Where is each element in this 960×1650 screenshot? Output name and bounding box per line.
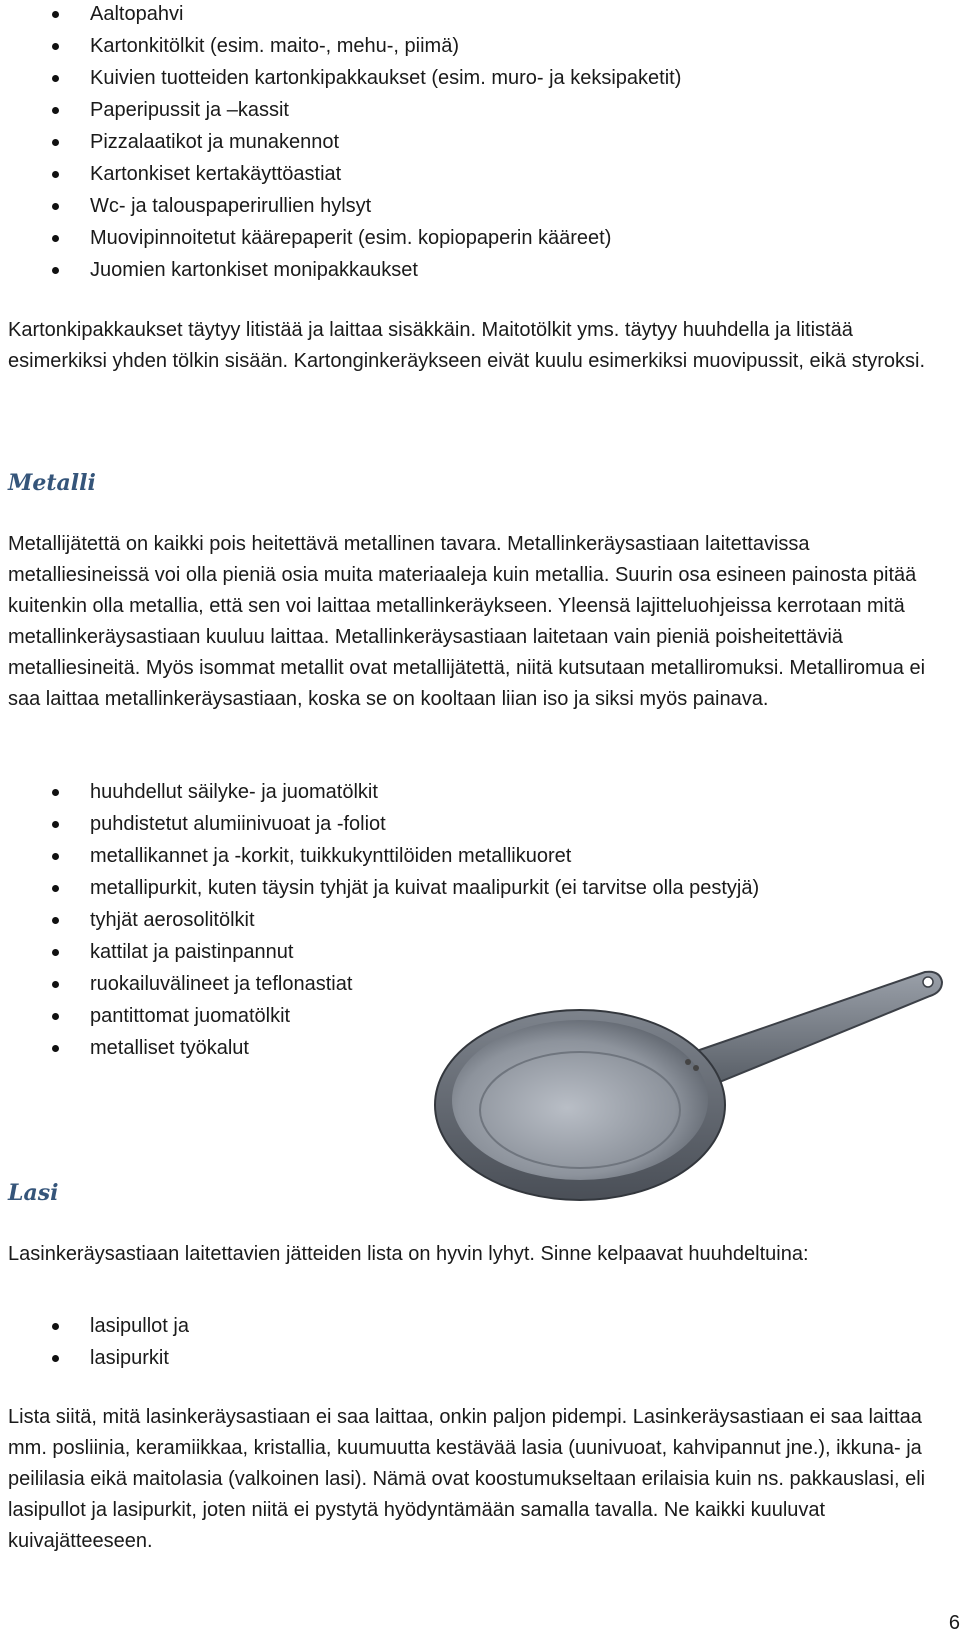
list-item: Aaltopahvi: [0, 0, 900, 30]
list-item: tyhjät aerosolitölkit: [0, 904, 900, 936]
list-item: Kartonkitölkit (esim. maito-, mehu-, piimä): [0, 30, 900, 62]
list-item: kattilat ja paistinpannut: [0, 936, 900, 968]
section-heading-lasi: Lasi: [8, 1180, 59, 1206]
list-item: metallipurkit, kuten täysin tyhjät ja kuivat maalipurkit (ei tarvitse olla pestyjä): [0, 872, 900, 904]
list-item: huuhdellut säilyke- ja juomatölkit: [0, 776, 900, 808]
list-item: Paperipussit ja –kassit: [0, 94, 900, 126]
list-item: lasipurkit: [0, 1342, 900, 1374]
frying-pan-icon: [430, 960, 950, 1210]
list-item: metallikannet ja -korkit, tuikkukynttilöiden metallikuoret: [0, 840, 900, 872]
lasi-intro: Lasinkeräysastiaan laitettavien jätteiden lista on hyvin lyhyt. Sinne kelpaavat huuhdeltuina:: [8, 1243, 809, 1265]
list-item: Pizzalaatikot ja munakennot: [0, 126, 900, 158]
lasi-paragraph: Lista siitä, mitä lasinkeräysastiaan ei saa laittaa, onkin paljon pidempi. Lasinkeräysastiaan ei saa laittaa mm. posliinia, keramiikkaa, kristallia, kuumuutta kestävää lasia (uunivuoat, kahvipannut jne.), ikkuna- ja peililasia eikä maitolasia (valkoinen lasi). Nämä ovat koostumukseltaan erilaisia kuin ns. pakkauslasi, eli lasipullot ja lasipurkit, joten niitä ei pystytä hyödyntämään samalla tavalla. Ne kaikki kuuluvat kuivajätteeseen.: [8, 1406, 926, 1552]
kartonki-list: [0, 0, 900, 286]
metalli-paragraph: Metallijätettä on kaikki pois heitettävä metallinen tavara. Metallinkeräysastiaan laitettavissa metalliesineissä voi olla pieniä osia muita materiaaleja kuin metallia. Suurin osa esineen painosta pitää kuitenkin olla metallia, että sen voi laittaa metallinkeräykseen. Yleensä lajitteluohjeissa kerrotaan mitä metallinkeräysastiaan kuuluu laittaa. Metallinkeräysastiaan laitetaan vain pieniä poisheitettäviä metalliesineitä. Myös isommat metallit ovat metallijätettä, niitä kutsutaan metalliromuksi. Metalliromua ei saa laittaa metallinkeräysastiaan, koska se on kooltaan liian iso ja siksi myös painava.: [8, 533, 926, 710]
list-item: Muovipinnoitetut käärepaperit (esim. kopiopaperin kääreet): [0, 222, 900, 254]
list-item: pantittomat juomatölkit: [0, 1000, 900, 1032]
list-item: Kartonkiset kertakäyttöastiat: [0, 158, 900, 190]
section-heading-metalli: Metalli: [8, 470, 96, 496]
list-item: metalliset työkalut: [0, 1032, 900, 1064]
list-item: Wc- ja talouspaperirullien hylsyt: [0, 190, 900, 222]
page-number: 6: [948, 1612, 960, 1634]
list-item: lasipullot ja: [0, 1310, 900, 1342]
list-item: Juomien kartonkiset monipakkaukset: [0, 254, 900, 286]
list-item: Kuivien tuotteiden kartonkipakkaukset (esim. muro- ja keksipaketit): [0, 62, 900, 94]
list-item: puhdistetut alumiinivuoat ja -foliot: [0, 808, 900, 840]
kartonki-paragraph: Kartonkipakkaukset täytyy litistää ja laittaa sisäkkäin. Maitotölkit yms. täytyy huuhdella ja litistää esimerkiksi yhden tölkin sisään. Kartonginkeräykseen eivät kuulu esimerkiksi muovipussit, eikä styroksi.: [8, 319, 926, 372]
lasi-list: [0, 1310, 900, 1374]
list-item: ruokailuvälineet ja teflonastiat: [0, 968, 900, 1000]
